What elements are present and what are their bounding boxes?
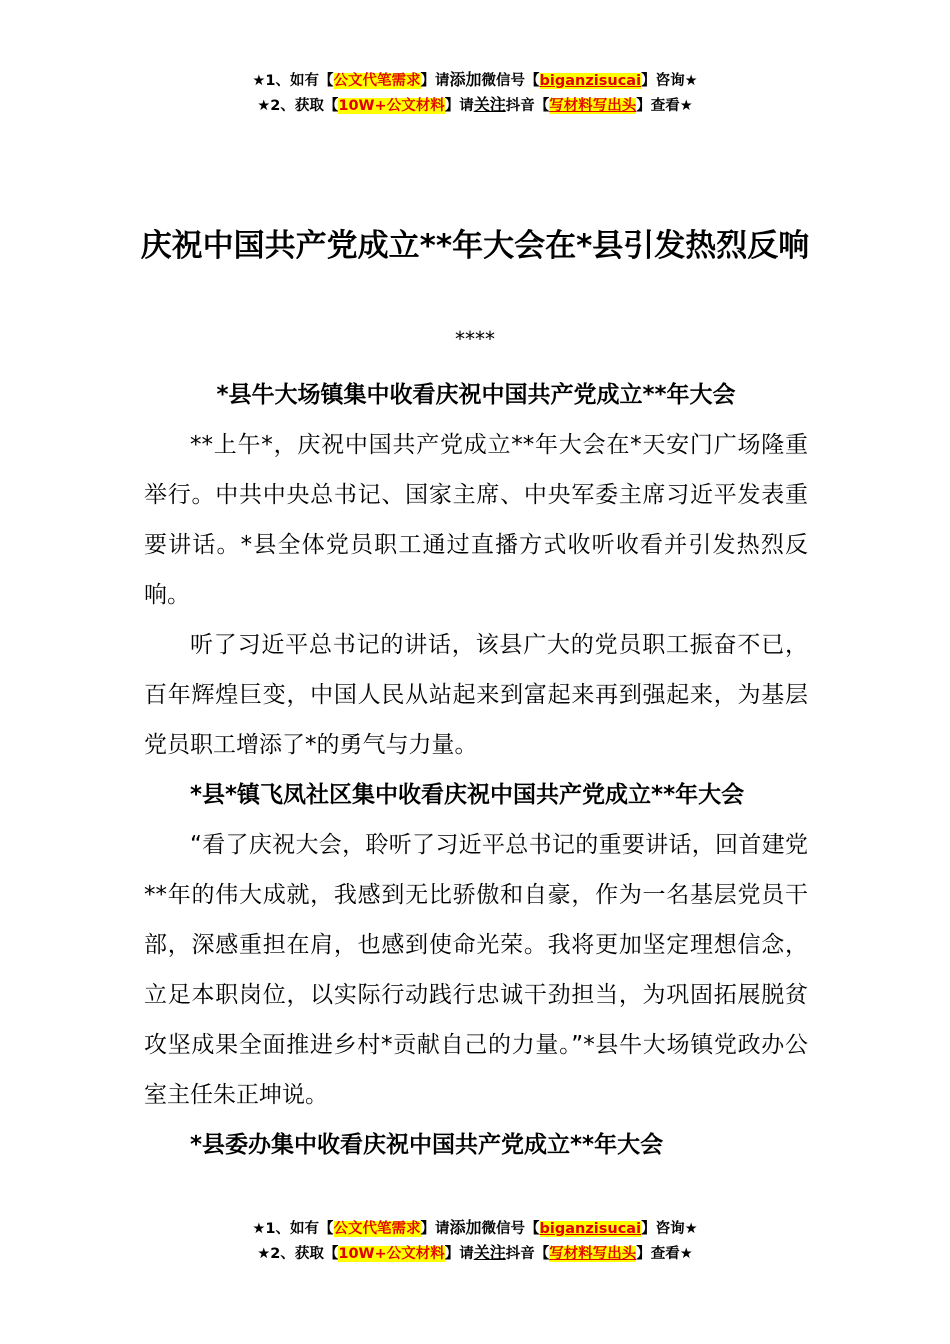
promo-line-2 [0,93,950,118]
promo-text: 】查看★ [636,98,693,114]
wechat-id: biganzisucai [539,73,642,89]
section-heading: *县*镇飞凤社区集中收看庆祝中国共产党成立**年大会 [190,782,745,808]
promo-text: ★2、获取【 [257,1246,339,1262]
promo-text: ★1、如有【 [252,73,334,89]
document-author: **** [455,327,495,351]
promo-highlight: 公文代笔需求 [333,73,421,89]
body-paragraph: “看了庆祝大会，聆听了习近平总书记的重要讲话，回首建党**年的伟大成就，我感到无比骄傲和自豪，作为一名基层党员干部，深感重担在肩，也感到使命光荣。我将更加坚定理想信念，立足本职岗位，以实际行动践行忠诚干劲担当，为巩固拓展脱贫攻坚成果全面推进乡村*贡献自己的力量。”*县牛大场镇党政办公室主任朱正坤说。 [144,832,808,1108]
promo-text: 】咨询★ [641,73,698,89]
promo-highlight: 公文代笔需求 [333,1221,421,1237]
promo-text: 】请 [420,73,450,89]
promo-line-2 [0,1241,950,1266]
promo-banner-bottom [0,1216,950,1266]
promo-text: 】咨询★ [641,1221,698,1237]
document-body [144,370,808,1170]
section-heading: *县委办集中收看庆祝中国共产党成立**年大会 [190,1132,664,1158]
promo-text: 抖音【 [505,1246,550,1262]
promo-text: 添加 [449,70,482,89]
promo-highlight: 10W+公文材料 [338,1246,445,1262]
douyin-account: 写材料写出头 [549,98,637,114]
promo-text: ★2、获取【 [257,98,339,114]
wechat-id: biganzisucai [539,1221,642,1237]
promo-line-1 [0,1216,950,1241]
promo-text: 】请 [420,1221,450,1237]
promo-text: 关注 [473,95,506,114]
promo-text: 添加 [449,1218,482,1237]
promo-text: ★1、如有【 [252,1221,334,1237]
promo-text: 】查看★ [636,1246,693,1262]
promo-text: 】请 [444,98,474,114]
section-heading: *县牛大场镇集中收看庆祝中国共产党成立**年大会 [216,382,736,408]
body-paragraph: 听了习近平总书记的讲话，该县广大的党员职工振奋不已，百年辉煌巨变，中国人民从站起来到富起来再到强起来，为基层党员职工增添了*的勇气与力量。 [144,632,808,758]
douyin-account: 写材料写出头 [549,1246,637,1262]
document-title: 庆祝中国共产党成立**年大会在*县引发热烈反响 [140,228,810,264]
promo-text: 抖音【 [505,98,550,114]
body-paragraph: **上午*，庆祝中国共产党成立**年大会在*天安门广场隆重举行。中共中央总书记、国家主席、中央军委主席习近平发表重要讲话。*县全体党员职工通过直播方式收听收看并引发热烈反响。 [144,432,808,608]
promo-banner-top [0,68,950,118]
promo-text: 】请 [444,1246,474,1262]
promo-text: 微信号【 [481,1221,540,1237]
promo-text: 微信号【 [481,73,540,89]
promo-text: 关注 [473,1243,506,1262]
promo-line-1 [0,68,950,93]
promo-highlight: 10W+公文材料 [338,98,445,114]
